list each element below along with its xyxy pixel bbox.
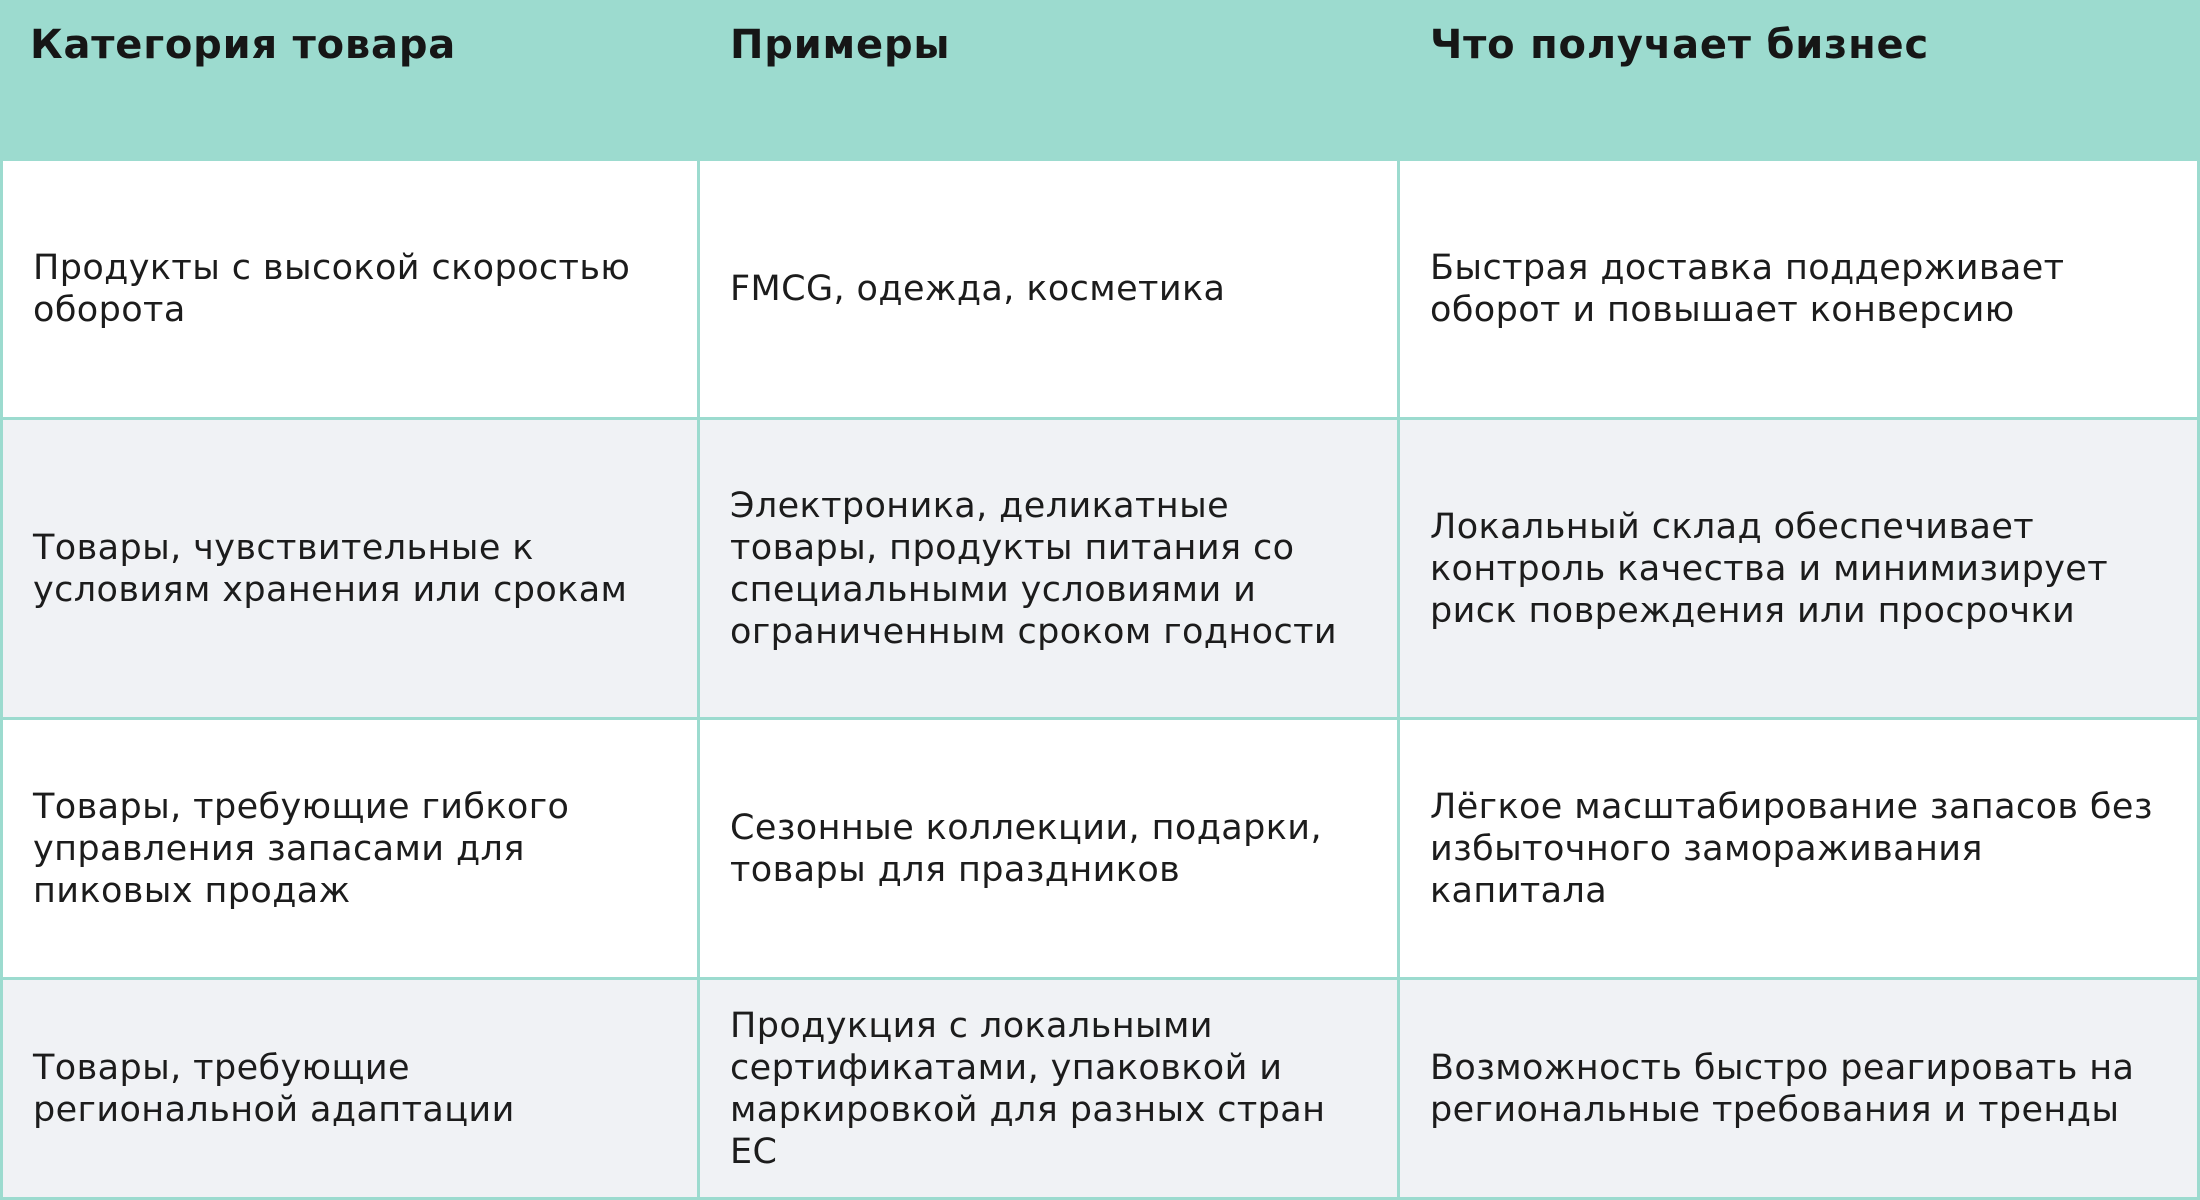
table-cell-category [0,720,700,980]
cell-text: Продукты с высокой скоростью оборота [33,248,631,330]
table-cell-examples [700,161,1400,420]
header-label: Примеры [730,22,951,68]
header-label: Что получает бизнес [1430,22,1929,68]
table-cell-benefit [1400,161,2200,420]
cell-text: Продукция с локальными сертификатами, упаковкой и маркировкой для разных стран ЕС [730,1005,1326,1172]
cell-text: Сезонные коллекции, подарки, товары для праздников [730,807,1322,890]
table-cell-category [0,420,700,720]
cell-text: Быстрая доставка поддерживает оборот и повышает конверсию [1430,248,2065,330]
cell-text: Товары, требующие гибкого управления запасами для пиковых продаж [33,786,570,911]
cell-text: Локальный склад обеспечивает контроль качества и минимизирует риск повреждения или просрочки [1430,506,2109,631]
cell-text: Лёгкое масштабирование запасов без избыточного замораживания капитала [1430,786,2153,911]
table-cell-category [0,161,700,420]
cell-text: Возможность быстро реагировать на региональные требования и тренды [1430,1047,2135,1130]
table-cell-benefit [1400,420,2200,720]
column-header-benefit [1400,0,2200,161]
cell-text: Электроника, деликатные товары, продукты питания со специальными условиями и ограниченным сроком годности [730,485,1338,652]
cell-text: Товары, требующие региональной адаптации [33,1047,515,1130]
table-cell-examples [700,980,1400,1200]
table-cell-benefit [1400,720,2200,980]
column-header-examples [700,0,1400,161]
column-header-category [0,0,700,161]
table-cell-examples [700,420,1400,720]
table-cell-category [0,980,700,1200]
cell-text: Товары, чувствительные к условиям хранения или срокам [33,527,628,610]
header-label: Категория товара [30,22,457,68]
cell-text: FMCG, одежда, косметика [730,269,1226,309]
table-cell-benefit [1400,980,2200,1200]
table-cell-examples [700,720,1400,980]
